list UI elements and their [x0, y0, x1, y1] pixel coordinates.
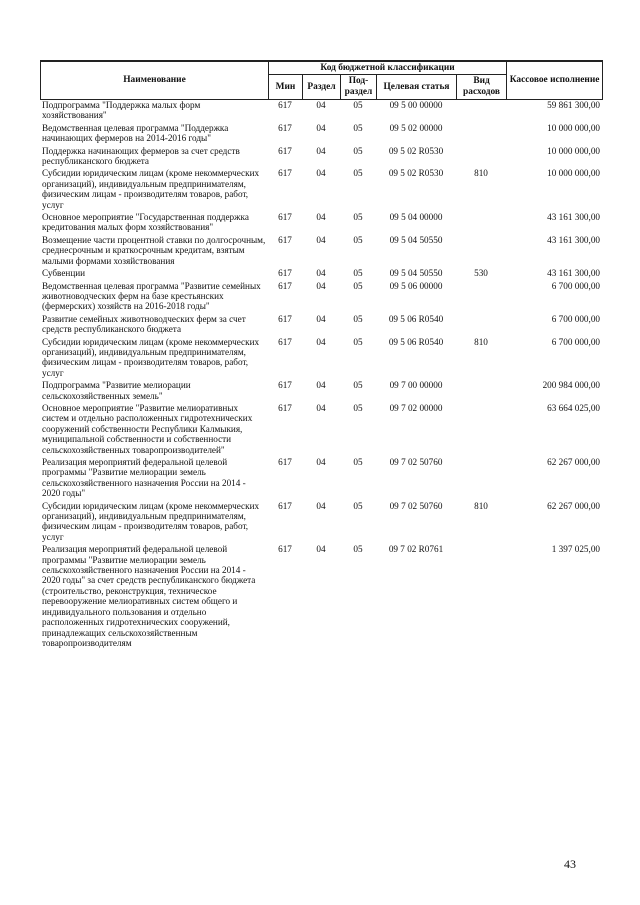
row-name: Субсидии юридическим лицам (кроме некоммерческих организаций), индивидуальным предпринимателям, физическим лицам - производителям товаров, работ, услуг	[42, 336, 260, 378]
row-section: 04	[316, 168, 326, 179]
table-row	[40, 501, 602, 545]
row-subsection: 05	[353, 100, 363, 110]
row-expense-type: 530	[474, 268, 488, 279]
row-amount: 43 161 300,00	[547, 212, 600, 223]
row-expense-type	[456, 544, 506, 650]
header-subsection: Под-раздел	[341, 75, 377, 100]
row-subsection: 05	[353, 313, 363, 324]
row-name: Основное мероприятие "Государственная поддержка кредитования малых форм хозяйствования"	[42, 212, 249, 233]
table-row	[40, 123, 602, 146]
row-subsection: 05	[353, 122, 363, 133]
table-row	[40, 268, 602, 280]
row-subsection: 05	[353, 544, 363, 555]
row-subsection: 05	[353, 280, 363, 291]
row-expense-type	[456, 403, 506, 457]
row-target-article: 09 7 02 50760	[389, 457, 443, 467]
row-name: Развитие семейных животноводческих ферм за счет средств республиканского бюджета	[42, 313, 246, 335]
row-amount: 10 000 000,00	[547, 122, 600, 133]
row-target-article: 09 7 02 00000	[389, 402, 443, 413]
row-expense-type: 810	[474, 500, 488, 511]
row-ministry: 617	[278, 234, 292, 245]
row-amount: 10 000 000,00	[547, 168, 600, 179]
row-subsection: 05	[353, 168, 363, 179]
row-amount: 63 664 025,00	[547, 402, 600, 413]
table-row	[40, 146, 602, 169]
row-name: Ведомственная целевая программа "Развитие семейных животноводческих ферм на базе крестьянских (фермерских) хозяйств на 2016-2018 годы"	[42, 280, 261, 312]
table-row	[40, 403, 602, 457]
row-amount: 6 700 000,00	[551, 336, 600, 347]
row-section: 04	[316, 313, 326, 324]
table-row	[40, 380, 602, 403]
row-ministry: 617	[278, 280, 292, 291]
row-amount: 62 267 000,00	[547, 457, 600, 467]
row-section: 04	[316, 380, 326, 391]
row-section: 04	[316, 100, 326, 110]
row-expense-type	[456, 123, 506, 146]
row-name: Возмещение части процентной ставки по долгосрочным, среднесрочным и краткосрочным кредитам, взятым малыми формами хозяйствования	[42, 234, 266, 266]
row-section: 04	[316, 280, 326, 291]
row-subsection: 05	[353, 380, 363, 391]
row-ministry: 617	[278, 168, 292, 179]
row-target-article: 09 5 06 00000	[389, 280, 443, 291]
table-header	[40, 60, 603, 100]
row-name: Субсидии юридическим лицам (кроме некоммерческих организаций), индивидуальным предпринимателям, физическим лицам - производителям товаров, работ, услуг	[42, 500, 260, 542]
header-section: Раздел	[303, 75, 341, 100]
table-row	[40, 544, 602, 650]
row-target-article: 09 5 02 00000	[389, 122, 443, 133]
row-expense-type	[456, 212, 506, 235]
table-rows	[40, 100, 602, 650]
row-target-article: 09 5 04 50550	[389, 234, 443, 245]
row-subsection: 05	[353, 500, 363, 511]
header-cash-execution: Кассовое исполнение	[507, 61, 603, 100]
row-name: Реализация мероприятий федеральной целевой программы "Развитие мелиорации земель сельскохозяйственного назначения России на 2014 - 2020 годы" за счет средств республиканского бюджета (строительство, реконструкция, техническое перевооружение мелиоративных систем общего и индивидуального пользования и отдельно расположенных гидротехнических сооружений, принадлежащих сельскохозяйственным товаропроизводителям	[42, 544, 256, 648]
row-subsection: 05	[353, 212, 363, 223]
row-name: Субсидии юридическим лицам (кроме некоммерческих организаций), индивидуальным предпринимателям, физическим лицам - производителям товаров, работ, услуг	[42, 168, 260, 210]
row-name: Подпрограмма "Развитие мелиорации сельскохозяйственных земель"	[42, 380, 191, 401]
row-amount: 200 984 000,00	[542, 380, 600, 391]
row-amount: 59 861 300,00	[547, 100, 600, 110]
row-subsection: 05	[353, 402, 363, 413]
row-ministry: 617	[278, 457, 292, 467]
row-ministry: 617	[278, 145, 292, 156]
row-ministry: 617	[278, 313, 292, 324]
row-target-article: 09 7 02 50760	[389, 500, 443, 511]
row-name: Ведомственная целевая программа "Поддержка начинающих фермеров на 2014-2016 годы"	[42, 122, 229, 144]
row-amount: 43 161 300,00	[547, 268, 600, 279]
header-target-article: Целевая статья	[377, 75, 457, 100]
row-expense-type	[456, 281, 506, 314]
row-amount: 10 000 000,00	[547, 145, 600, 156]
row-amount: 1 397 025,00	[551, 544, 600, 555]
row-section: 04	[316, 402, 326, 413]
row-target-article: 09 5 02 R0530	[388, 145, 444, 156]
row-name: Субвенции	[42, 268, 86, 279]
table-row	[40, 212, 602, 235]
table-row	[40, 457, 602, 501]
row-target-article: 09 5 04 00000	[389, 212, 443, 223]
row-name: Реализация мероприятий федеральной целевой программы "Развитие мелиорации земель сельскохозяйственного назначения России на 2014 - 2020 годы"	[42, 457, 246, 499]
row-name: Подпрограмма "Поддержка малых форм хозяйствования"	[42, 100, 201, 121]
row-ministry: 617	[278, 212, 292, 223]
row-section: 04	[316, 212, 326, 223]
row-target-article: 09 5 00 00000	[389, 100, 443, 110]
row-section: 04	[316, 268, 326, 279]
row-subsection: 05	[353, 268, 363, 279]
row-target-article: 09 7 00 00000	[389, 380, 443, 391]
row-expense-type	[456, 146, 506, 169]
table-row	[40, 168, 602, 212]
row-ministry: 617	[278, 122, 292, 133]
header-name: Наименование	[41, 61, 269, 100]
row-target-article: 09 5 06 R0540	[388, 336, 444, 347]
row-ministry: 617	[278, 268, 292, 279]
row-section: 04	[316, 500, 326, 511]
row-ministry: 617	[278, 100, 292, 110]
row-subsection: 05	[353, 336, 363, 347]
table-row	[40, 281, 602, 314]
row-expense-type	[456, 100, 506, 123]
row-section: 04	[316, 234, 326, 245]
row-expense-type	[456, 314, 506, 337]
table-row	[40, 235, 602, 268]
table-row	[40, 337, 602, 381]
row-expense-type: 810	[474, 336, 488, 347]
row-ministry: 617	[278, 544, 292, 555]
row-section: 04	[316, 544, 326, 555]
row-amount: 6 700 000,00	[551, 313, 600, 324]
row-name: Поддержка начинающих фермеров за счет средств республиканского бюджета	[42, 145, 240, 167]
table-row	[40, 314, 602, 337]
row-subsection: 05	[353, 234, 363, 245]
row-section: 04	[316, 122, 326, 133]
row-subsection: 05	[353, 145, 363, 156]
header-ministry: Мин	[269, 75, 303, 100]
row-amount: 62 267 000,00	[547, 500, 600, 511]
row-target-article: 09 5 04 50550	[389, 268, 443, 279]
row-ministry: 617	[278, 336, 292, 347]
row-amount: 43 161 300,00	[547, 234, 600, 245]
row-target-article: 09 5 06 R0540	[388, 313, 444, 324]
row-ministry: 617	[278, 380, 292, 391]
row-section: 04	[316, 457, 326, 467]
table-body	[40, 100, 602, 650]
row-amount: 6 700 000,00	[551, 280, 600, 291]
row-target-article: 09 5 02 R0530	[388, 168, 444, 179]
row-section: 04	[316, 145, 326, 156]
header-expense-type: Вид расходов	[457, 75, 507, 100]
row-expense-type	[456, 457, 506, 501]
row-expense-type	[456, 380, 506, 403]
row-expense-type: 810	[474, 168, 488, 179]
row-ministry: 617	[278, 402, 292, 413]
budget-table-sheet	[40, 60, 602, 650]
page-number: 43	[564, 857, 576, 871]
row-expense-type	[456, 235, 506, 268]
row-name: Основное мероприятие "Развитие мелиоративных систем и отдельно расположенных гидротехнических сооружений собственности Республики Калмыкия, муниципальной собственности и собственности сельскохозяйственных товаропроизводителей"	[42, 402, 253, 455]
row-target-article: 09 7 02 R0761	[388, 544, 444, 555]
header-budget-code-group: Код бюджетной классификации	[269, 61, 507, 75]
table-row	[40, 100, 602, 123]
row-section: 04	[316, 336, 326, 347]
row-ministry: 617	[278, 500, 292, 511]
row-subsection: 05	[353, 457, 363, 467]
